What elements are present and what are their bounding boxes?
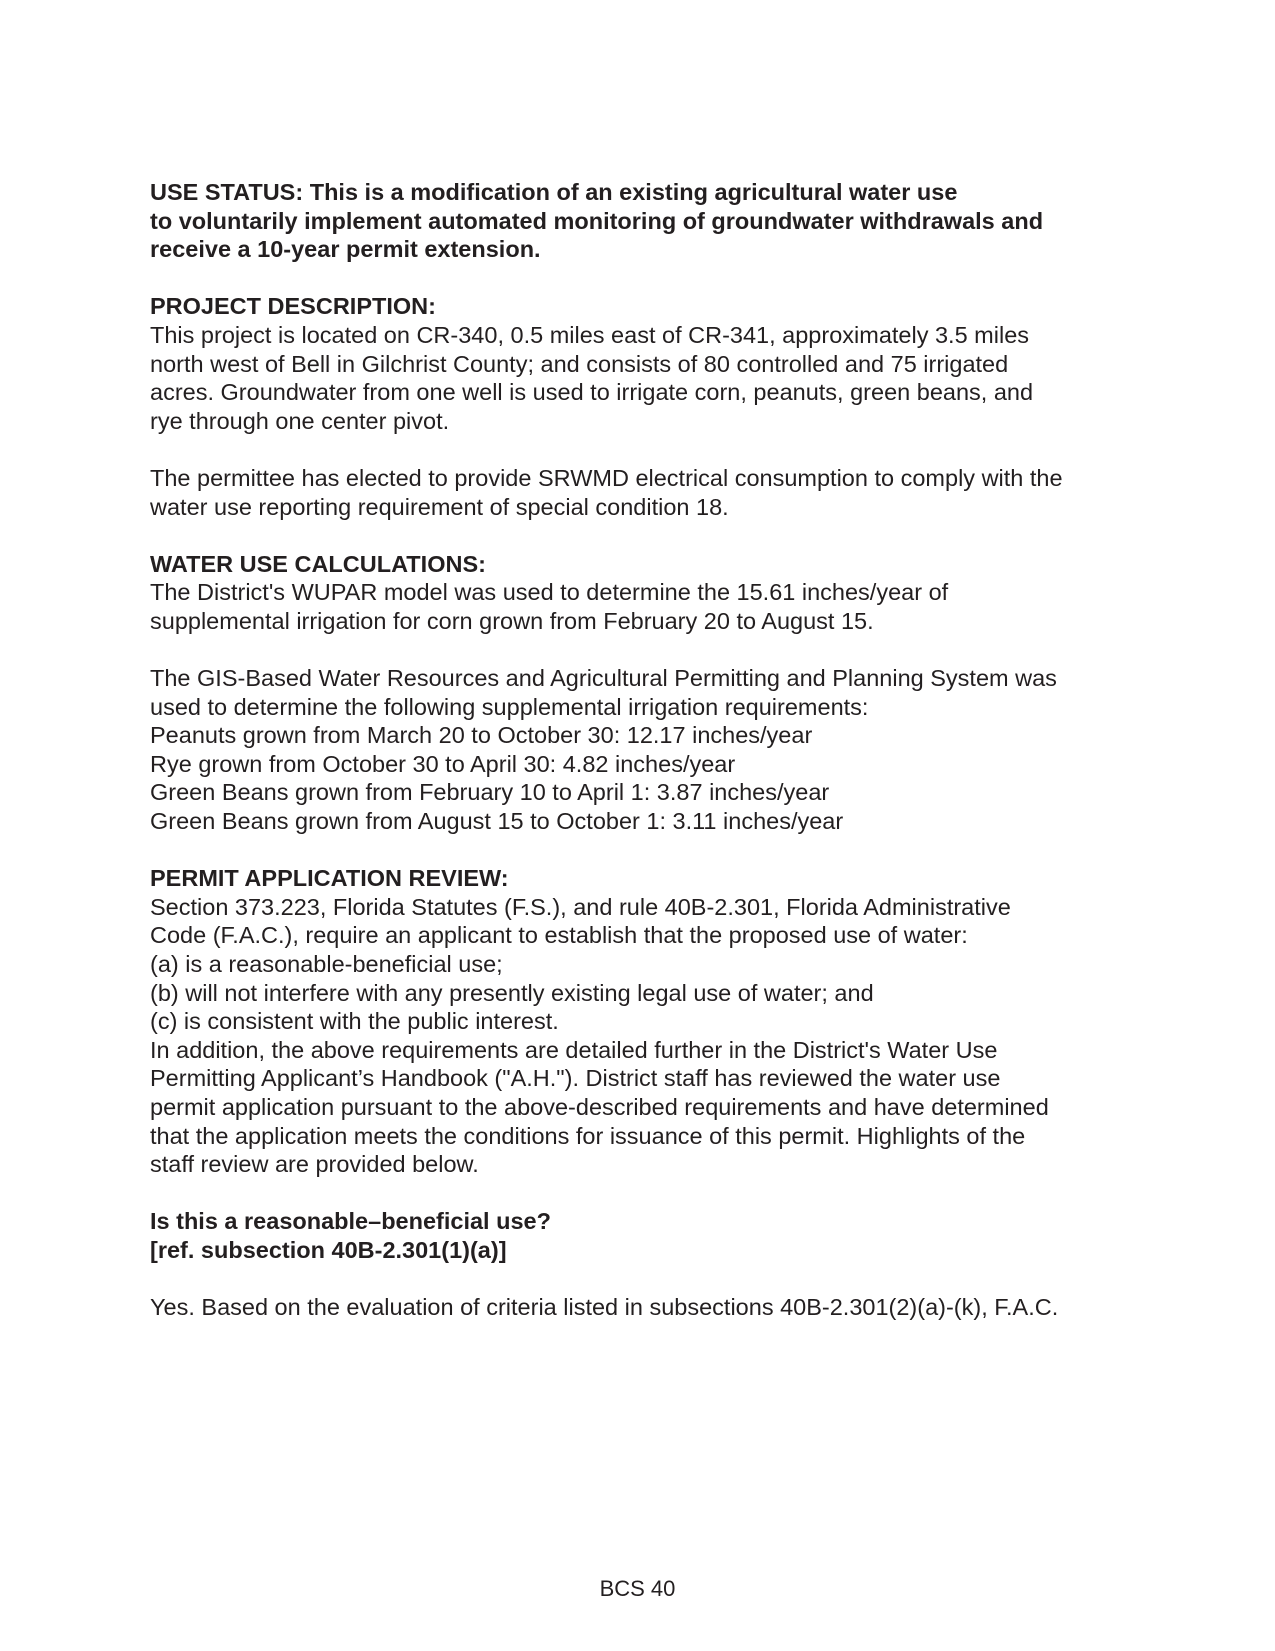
project-description-section — [150, 292, 1150, 521]
text-line: staff review are provided below. — [150, 1151, 479, 1178]
water-use-calculations-section — [150, 550, 1150, 836]
text-line: acres. Groundwater from one well is used to irrigate corn, peanuts, green beans, and — [150, 379, 1034, 406]
spacer — [150, 1265, 1150, 1294]
use-status-line: USE STATUS: This is a modification of an existing agricultural water use — [150, 179, 958, 205]
text-line: permit application pursuant to the above-described requirements and have determined — [150, 1094, 1049, 1120]
section-heading: WATER USE CALCULATIONS: — [150, 550, 486, 577]
text-line: Section 373.223, Florida Statutes (F.S.), and rule 40B-2.301, Florida Administrative — [150, 893, 1011, 920]
section-heading: PERMIT APPLICATION REVIEW: — [150, 865, 509, 892]
page-number: BCS 40 — [599, 1576, 676, 1601]
question-heading: Is this a reasonable–beneficial use? — [150, 1208, 551, 1235]
text-line: north west of Bell in Gilchrist County; and consists of 80 controlled and 75 irrigated — [150, 350, 1009, 377]
text-line: rye through one center pivot. — [150, 407, 450, 434]
text-line: used to determine the following supplemental irrigation requirements: — [150, 693, 869, 720]
text-line: Code (F.A.C.), require an applicant to establish that the proposed use of water: — [150, 922, 968, 949]
crop-requirement-line: Rye grown from October 30 to April 30: 4.82 inches/year — [150, 750, 736, 777]
crop-requirement-line: Green Beans grown from August 15 to October 1: 3.11 inches/year — [150, 808, 844, 835]
text-line: The District's WUPAR model was used to determine the 15.61 inches/year of — [150, 579, 949, 606]
spacer — [150, 521, 1150, 550]
text-line: that the application meets the conditions for issuance of this permit. Highlights of the — [150, 1122, 1026, 1149]
reasonable-beneficial-section — [150, 1207, 1150, 1321]
text-line: water use reporting requirement of special condition 18. — [150, 493, 729, 520]
crop-requirement-line: Peanuts grown from March 20 to October 30: 12.17 inches/year — [150, 722, 813, 749]
spacer — [150, 636, 1150, 665]
spacer — [150, 264, 1150, 293]
answer-text: Yes. Based on the evaluation of criteria listed in subsections 40B-2.301(2)(a)-(k), F.A.C. — [150, 1294, 1059, 1321]
text-line: Permitting Applicant’s Handbook ("A.H."). District staff has reviewed the water use — [150, 1065, 1001, 1092]
use-status-section — [150, 178, 1150, 264]
spacer — [150, 836, 1150, 865]
criteria-item: (b) will not interfere with any presently existing legal use of water; and — [150, 979, 874, 1006]
spacer — [150, 435, 1150, 464]
spacer — [150, 1179, 1150, 1208]
text-line: This project is located on CR-340, 0.5 miles east of CR-341, approximately 3.5 miles — [150, 321, 1030, 348]
text-line: The permittee has elected to provide SRWMD electrical consumption to comply with the — [150, 464, 1063, 491]
permit-application-review-section — [150, 864, 1150, 1179]
text-line: supplemental irrigation for corn grown from February 20 to August 15. — [150, 607, 874, 634]
text-line: In addition, the above requirements are detailed further in the District's Water Use — [150, 1036, 998, 1063]
section-heading: PROJECT DESCRIPTION: — [150, 293, 436, 320]
use-status-line: to voluntarily implement automated monitoring of groundwater withdrawals and — [150, 207, 1044, 234]
text-line: The GIS-Based Water Resources and Agricultural Permitting and Planning System was — [150, 665, 1057, 692]
use-status-line: receive a 10-year permit extension. — [150, 236, 541, 263]
reference-heading: [ref. subsection 40B-2.301(1)(a)] — [150, 1236, 507, 1263]
document-body — [150, 178, 1150, 1322]
criteria-item: (c) is consistent with the public interest. — [150, 1008, 559, 1035]
crop-requirement-line: Green Beans grown from February 10 to April 1: 3.87 inches/year — [150, 779, 830, 806]
criteria-item: (a) is a reasonable-beneficial use; — [150, 951, 503, 978]
